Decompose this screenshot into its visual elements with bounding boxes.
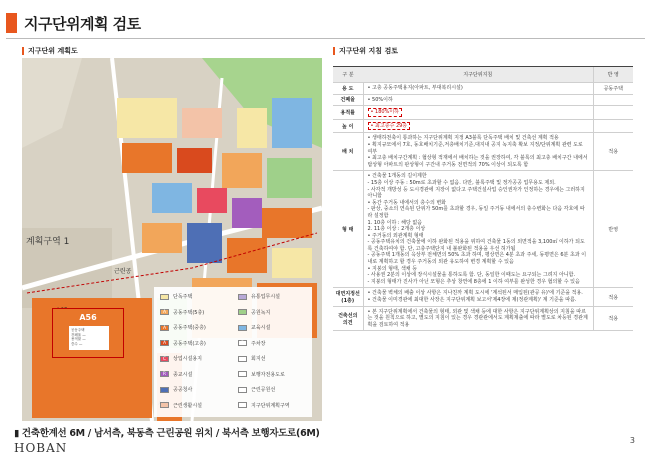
legend-label: 교육시설	[251, 325, 271, 331]
section-bar-icon	[333, 47, 335, 55]
right-section-head	[333, 46, 398, 56]
legend-label: 종교시설	[173, 371, 193, 378]
legend-swatch	[238, 402, 247, 408]
legend-swatch	[238, 356, 247, 362]
row-category: 용 도	[333, 83, 363, 95]
legend-swatch: A	[160, 309, 169, 315]
legend-swatch	[160, 294, 169, 300]
legend-item	[238, 386, 275, 393]
guideline-line: • 본 지구단위계획에서 건축물의 형태, 외관 및 색채 등에 대한 사항은 지구단위계획상의 지침을 따르는 것을 원칙으로 하고, 별도의 지침이 있는 경우 경관관에서도 계획제출에 따라 별도로 차등된 경관계획을 검토하여 적용	[367, 308, 588, 328]
district-label: 계획구역 1	[26, 237, 70, 247]
left-section-title: 지구단위 계획도	[28, 47, 78, 55]
legend-swatch: A	[160, 340, 169, 346]
row-applied	[593, 106, 633, 120]
legend-item	[160, 340, 206, 347]
guideline-line: • 건축물 벽체의 배출 이상 사항은 지나친까 계획 도시에 '계석된서 매입된(관공 유)'에 기준을 적용.	[367, 290, 583, 297]
row-category: 건축선의 의견	[333, 306, 363, 331]
guideline-line: 1. 10층 이하 : 해당 없음	[367, 219, 423, 226]
row-guideline	[363, 106, 593, 120]
guideline-line: - 15층 이상 주동 : 50m로 초과할 수 없음. 다만, 블록주택 및 정가공공 업무용도 제외.	[367, 179, 556, 186]
guideline-line: 2. 11층 이상 : 2개층 이상	[367, 226, 426, 233]
guideline-table	[333, 66, 633, 331]
legend-item	[160, 324, 206, 331]
legend-item	[238, 371, 285, 378]
legend-item	[160, 309, 204, 316]
legend-label: 공동주택(고층)	[173, 340, 206, 347]
legend-item	[238, 293, 280, 300]
legend-swatch: A	[160, 325, 169, 331]
guideline-line: - 공동주택유치의 건축물에 이하 완화된 적용을 위하여 건축물 1동의 외면적을 3,100㎡ 이하가 되도록 건축하여야 함. 단, 고층주택단지 내 불완화된 적용을 우선 허가됨	[367, 239, 585, 252]
row-category: 형 태	[333, 171, 363, 288]
header-guideline: 지구단위지침	[363, 67, 593, 83]
legend-swatch	[160, 402, 169, 408]
row-applied	[593, 94, 633, 106]
title-accent-block	[6, 13, 17, 33]
guideline-line: - 사각적 개방성 등 도시경관에 지장이 없다고 주택건설사업 승인권자가 인정하는 경우에는 그러하지 아니함	[367, 186, 585, 200]
highlighted-block-a56	[52, 308, 124, 358]
row-category: 높 이	[333, 119, 363, 133]
table-row	[333, 133, 633, 171]
row-guideline	[363, 133, 593, 171]
page-title-bar	[6, 10, 141, 36]
table-row	[333, 288, 633, 306]
legend-label: 공동주택(5층)	[173, 309, 205, 316]
guideline-line: • 생태하천축이 통과하는 지구단위계획 지정 A3블록 단독주택 배치 및 건축선 계획 적용	[367, 135, 559, 142]
section-bar-icon	[22, 47, 24, 55]
legend-swatch	[238, 325, 247, 331]
block-a56-info: 공동주택 건폐율 — 용적률 — 층수 —	[69, 326, 109, 350]
legend-item	[160, 386, 192, 393]
table-row	[333, 119, 633, 133]
legend-item	[160, 355, 202, 362]
row-applied: 반영	[593, 171, 633, 288]
row-guideline	[363, 119, 593, 133]
legend-label: 근린공원선	[251, 387, 276, 393]
row-guideline	[363, 171, 593, 288]
legend-label: 공공청사	[173, 387, 193, 393]
legend-label: 상업시설용지	[173, 356, 202, 362]
row-guideline	[363, 83, 593, 95]
legend-label: 단독주택	[173, 294, 193, 300]
legend-swatch	[160, 387, 169, 393]
guideline-line: • 주거동의 외관계획 형태	[367, 232, 424, 239]
row-applied	[593, 119, 633, 133]
row-applied: 적용	[593, 306, 633, 331]
guideline-line: • 건축물 1개동의 길이제한	[367, 173, 427, 180]
legend-label: 공동주택(중층)	[173, 325, 206, 331]
row-category: 건폐율	[333, 94, 363, 106]
footer-caption: ▮ 건축한계선 6M / 남서측, 북동측 근린공원 위치 / 북서측 보행자도로(6M)	[14, 428, 320, 439]
block-a56-label: A56	[79, 313, 97, 322]
park-label: 근린공	[114, 268, 132, 275]
row-applied: 적용	[593, 133, 633, 171]
guideline-line: - 사용권 2분의 이상에 장식시설물을 통하도록 함. 단, 동일한 이때도는 요구되는 그려지 아니함.	[367, 272, 576, 279]
legend-label: 주차장	[251, 340, 266, 347]
legend-item	[238, 355, 266, 362]
guideline-line: • 고층 공동주택용지(아파트, 부대복리시설)	[367, 85, 463, 91]
page-number: 3	[629, 436, 635, 445]
legend-swatch	[238, 371, 247, 377]
row-guideline	[363, 94, 593, 106]
row-category: 배 치	[333, 133, 363, 171]
legend-item	[238, 402, 290, 409]
legend-item	[238, 340, 266, 347]
guideline-line: • 획지규모에서 7호, 동호배치기준,저층배치기준,대지내 공지 녹지축 확보 지정/단위계획 관련 도로 여부	[367, 141, 583, 155]
table-row	[333, 106, 633, 120]
guideline-line: • 동간 주거동 내에서의 층수의 변화	[367, 199, 447, 206]
legend-item	[160, 371, 192, 378]
row-applied: 공동주택	[593, 83, 633, 95]
guideline-line: - 지붕의 형태가 진사가 아닌 모형은 추상 창연에 8층에 1 이하 여부를 완성한 경우 협의할 수 있음	[367, 278, 580, 285]
row-category: 대면지정선 (1층)	[333, 288, 363, 306]
header-applied: 반 영	[593, 67, 633, 83]
page-title: 지구단위계획 검토	[24, 14, 141, 33]
guideline-line: • 180%이하	[368, 108, 403, 117]
legend-item	[238, 309, 270, 316]
legend-label: 근린생활시설	[173, 402, 202, 409]
guideline-line: • 건축물 이미경관에 최대한 사장은 지구단위계획 보고서'제4장에 제(정관계획)' 계 기준을 따름.	[367, 297, 577, 304]
map-legend	[154, 287, 312, 417]
legend-swatch: C	[160, 356, 169, 362]
brand-logo: HOBAN	[14, 441, 68, 455]
legend-item	[238, 324, 270, 331]
title-divider	[6, 38, 645, 39]
guideline-line: • 최고층 배치구간계획 : 협상형 적재에서 배치하는 것을 권장하여, 각 블록의 최고층 배치구간 내에서 탑상형 아파트의 판상형이 구간내 주거동 전면적의 70% 이상이 되도록 함	[367, 155, 588, 168]
legend-swatch	[238, 387, 247, 393]
guideline-line: • 최고층수 29층	[368, 122, 411, 131]
legend-item	[160, 402, 202, 409]
right-section-title: 지구단위 지침 검토	[339, 47, 398, 55]
legend-label: 공원녹지	[251, 309, 271, 316]
table-row	[333, 94, 633, 106]
table-row	[333, 83, 633, 95]
row-category: 용적률	[333, 106, 363, 120]
legend-label: 보행자전용도로	[251, 371, 285, 378]
row-guideline	[363, 288, 593, 306]
table-header-row	[333, 67, 633, 83]
legend-item	[160, 293, 192, 300]
guideline-line: • 50%이하	[367, 96, 393, 103]
guideline-line: • 지붕의 형태, 색채 등	[367, 265, 418, 272]
row-applied: 적용	[593, 288, 633, 306]
header-category: 구 분	[333, 67, 363, 83]
guideline-line: - 공동주택 1개동의 옥상부 전체면의 50% 초과 하며, 평상면은 4분 초과 주세, 동평면은 6분 초과 이내로 계획하고 할 경우 주거동의 외관 유도하여 변경 계획할 수 있음	[367, 252, 587, 266]
guideline-line: - 판상, 중소의 연속된 단위가 50m를 초과할 경우, 동일 주거동 내에서의 층수변화는 다음 각호에 따라 설정함	[367, 206, 585, 219]
legend-swatch: P	[238, 340, 247, 346]
legend-label: 회지선	[251, 356, 266, 362]
legend-swatch	[238, 294, 247, 300]
table-row	[333, 171, 633, 288]
legend-label: 지구단위계획구역	[251, 402, 290, 409]
left-section-head	[22, 46, 78, 56]
legend-swatch	[238, 309, 247, 315]
legend-label: 유통업무시설	[251, 294, 280, 300]
legend-swatch: R	[160, 371, 169, 377]
row-guideline	[363, 306, 593, 331]
table-row	[333, 306, 633, 331]
